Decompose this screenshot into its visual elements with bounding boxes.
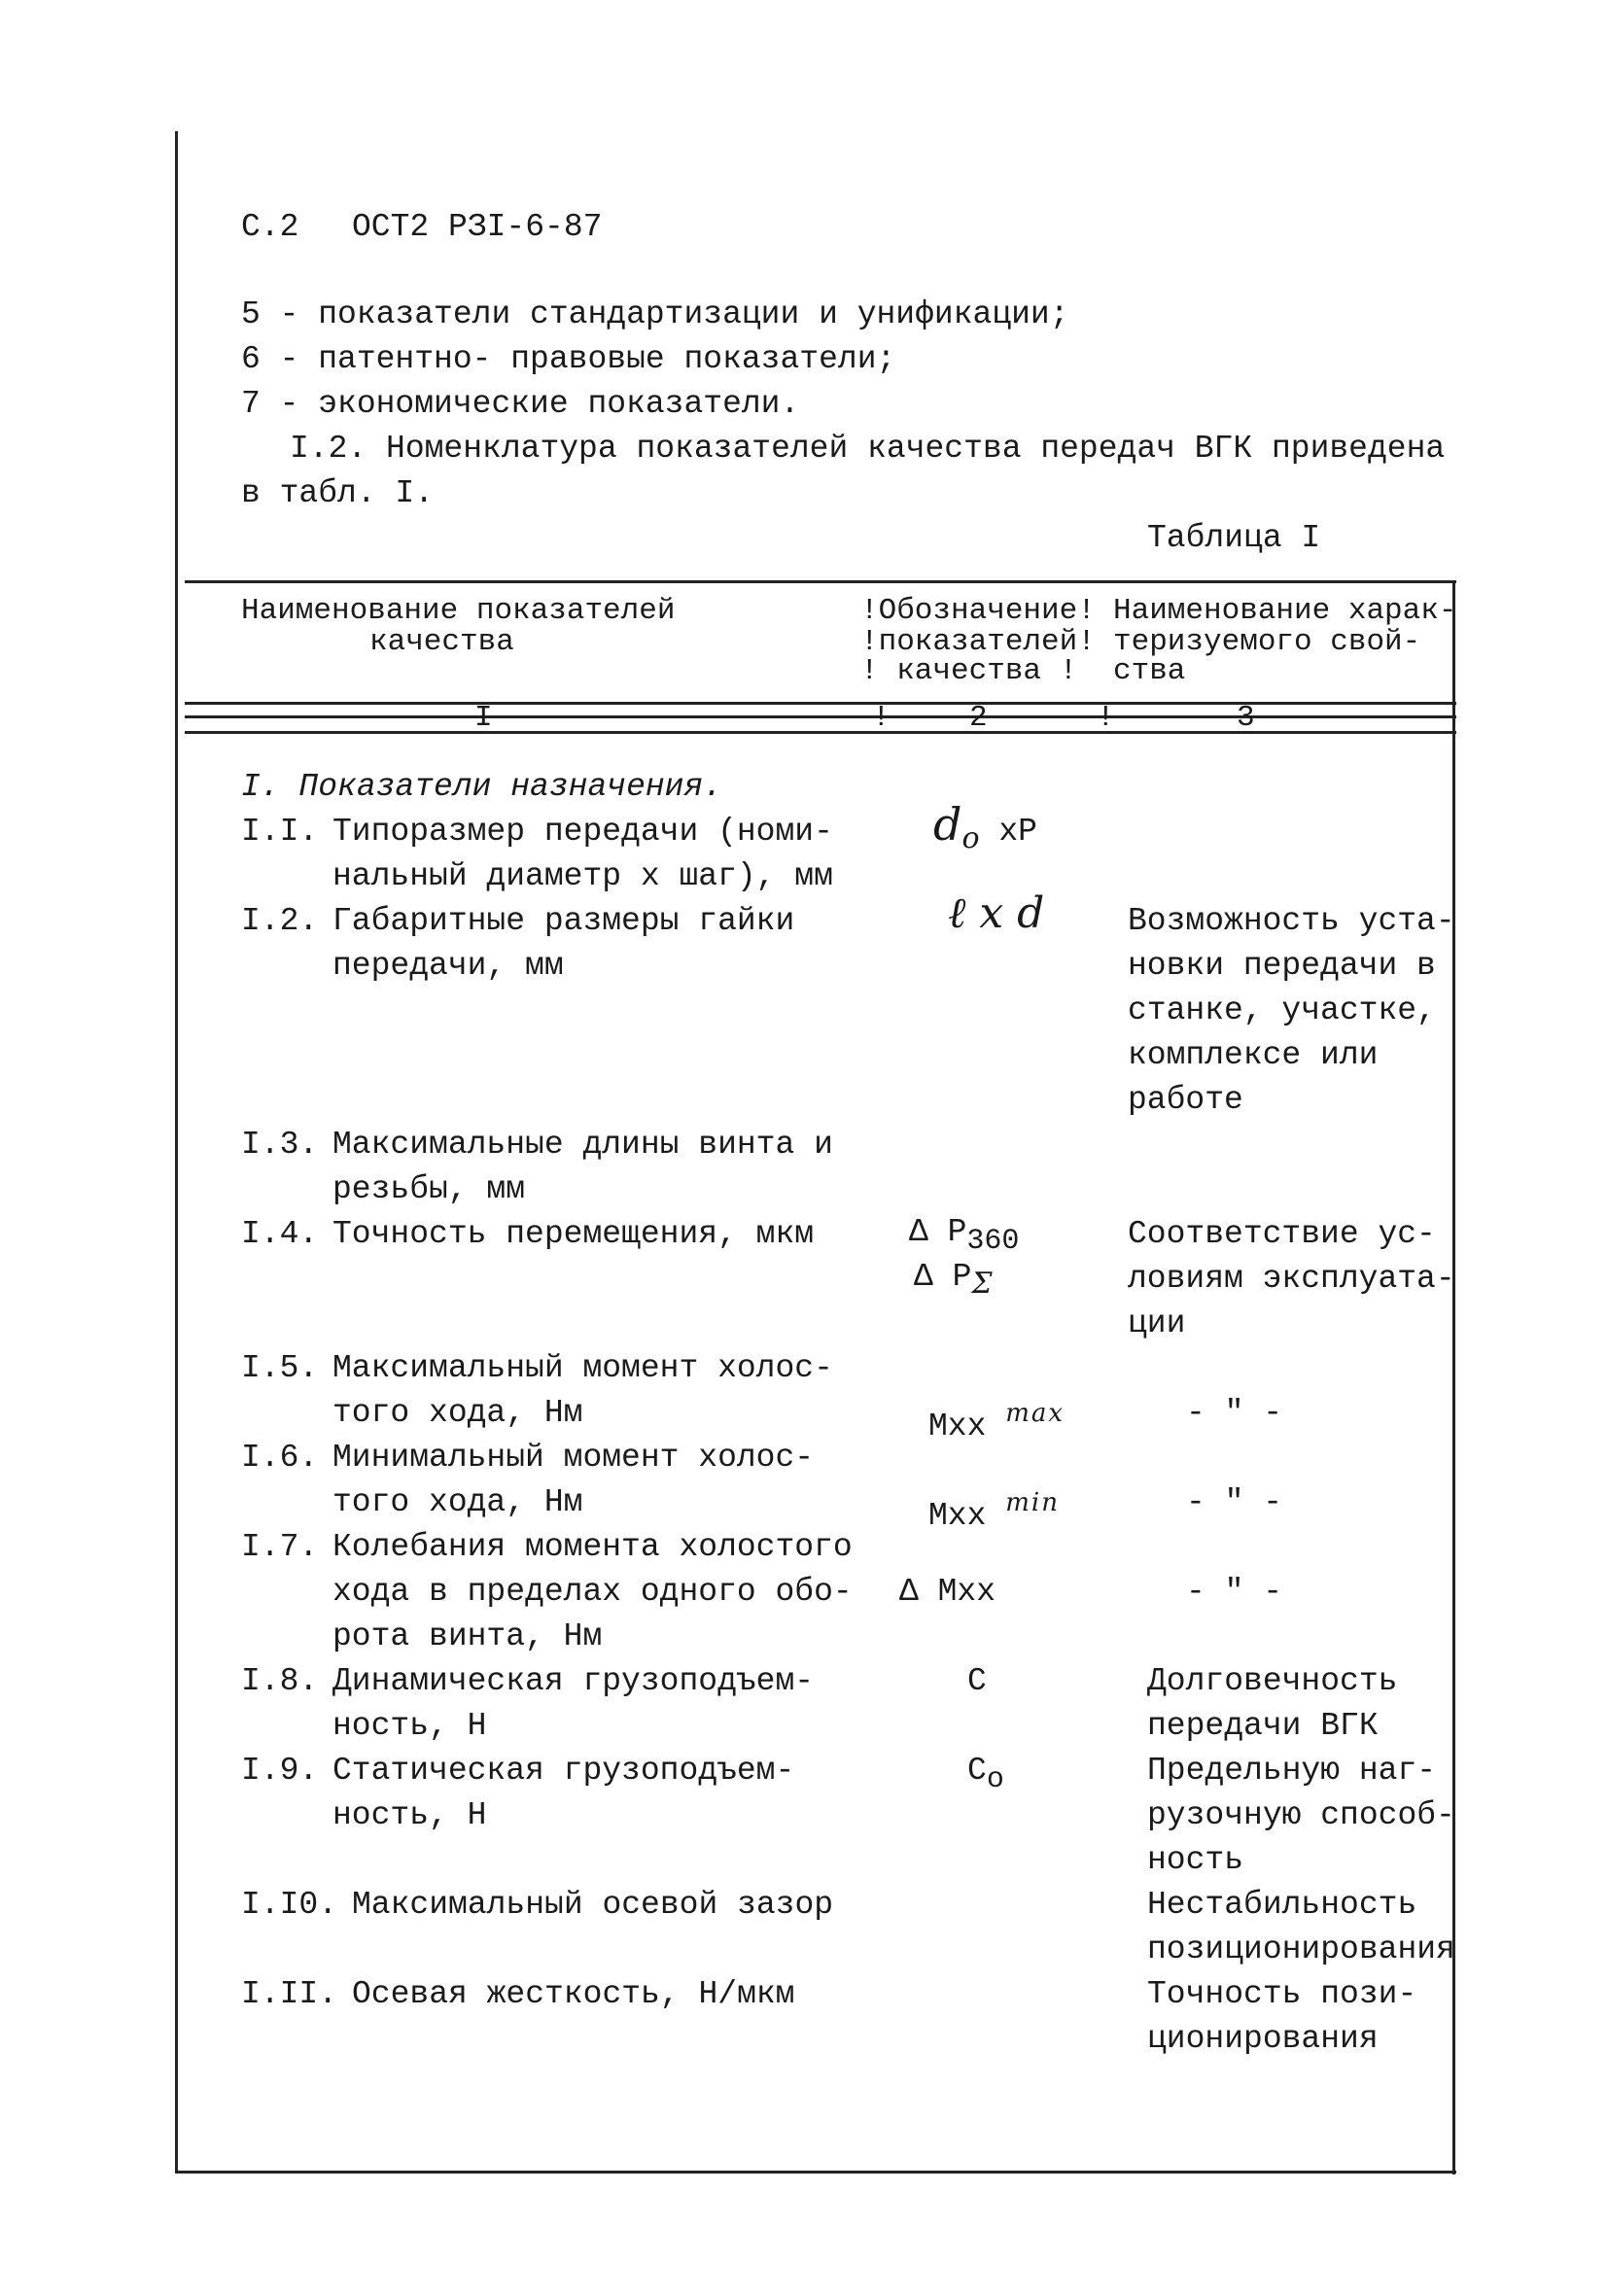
row-name: передачи, мм xyxy=(332,948,564,984)
page-frame-bottom xyxy=(175,2171,1456,2174)
list-item: 7 - экономические показатели. xyxy=(241,386,800,422)
table-numbers-rule xyxy=(185,731,1456,734)
row-property: - " - xyxy=(1186,1574,1283,1610)
standard-code: ОСТ2 РЗI-6-87 xyxy=(352,209,603,245)
paragraph-line: в табл. I. xyxy=(241,475,435,511)
list-item: 6 - патентно- правовые показатели; xyxy=(241,341,896,377)
symbol-delta-p: Δ Р xyxy=(914,1259,972,1295)
row-property: - " - xyxy=(1186,1395,1283,1431)
col-number-3: 3 xyxy=(1237,701,1255,735)
row-property: ловиям эксплуата- xyxy=(1128,1261,1455,1297)
symbol-sub: о xyxy=(986,1763,1004,1796)
col-separator: ! xyxy=(1097,701,1115,735)
list-item: 5 - показатели стандартизации и унификации; xyxy=(241,296,1069,332)
paragraph-line: I.2. Номенклатура показателей качества передач ВГК приведена xyxy=(290,431,1446,467)
row-property: Долговечность xyxy=(1147,1663,1398,1699)
row-property: Нестабильность xyxy=(1147,1887,1417,1923)
symbol-d: d xyxy=(933,798,962,851)
page-number: С.2 xyxy=(241,209,299,245)
symbol-mxx: Мхх xyxy=(928,1498,987,1534)
symbol-sub: Σ xyxy=(971,1267,993,1301)
row-name: Максимальный осевой зазор xyxy=(352,1887,834,1923)
row-property: ции xyxy=(1128,1305,1186,1341)
row-name: Колебания момента холостого xyxy=(332,1529,853,1565)
table-header-rule xyxy=(185,702,1456,705)
row-name: Минимальный момент холос- xyxy=(332,1440,815,1476)
col-number-1: I xyxy=(474,701,493,735)
row-name: резьбы, мм xyxy=(332,1171,526,1207)
row-property: станке, участке, xyxy=(1128,992,1436,1028)
row-symbol xyxy=(914,1256,993,1305)
row-name: Статическая грузоподъем- xyxy=(332,1753,795,1789)
row-name: нальный диаметр х шаг), мм xyxy=(332,858,833,894)
row-name: Типоразмер передачи (номи- xyxy=(332,814,833,850)
row-symbol xyxy=(967,1750,1004,1801)
row-name: хода в пределах одного обо- xyxy=(332,1574,853,1610)
row-symbol: Δ Мхх xyxy=(899,1574,996,1610)
row-property: работе xyxy=(1128,1082,1243,1118)
row-number: I.II. xyxy=(241,1976,338,2012)
row-property: Соответствие ус- xyxy=(1128,1216,1436,1252)
symbol-delta-p: Δ Р xyxy=(909,1214,967,1250)
row-number: I.8. xyxy=(241,1663,319,1699)
header-col3-line: Наименование харак- xyxy=(1113,594,1457,628)
col-number-2: 2 xyxy=(969,701,988,735)
row-number: I.5. xyxy=(241,1350,319,1386)
row-name: Динамическая грузоподъем- xyxy=(332,1663,815,1699)
row-number: I.9. xyxy=(241,1753,319,1789)
row-number: I.I. xyxy=(241,814,319,850)
header-col2-line: !показателей! xyxy=(860,625,1096,659)
header-col2-line: !Обозначение! xyxy=(860,594,1096,628)
row-symbol xyxy=(933,798,1037,860)
section-title: I. Показатели назначения. xyxy=(241,769,723,805)
table-caption: Таблица I xyxy=(1147,520,1321,556)
row-name: того хода, Нм xyxy=(332,1484,583,1520)
symbol-mxx: Мхх xyxy=(928,1409,987,1444)
row-name: того хода, Нм xyxy=(332,1395,583,1431)
symbol-sup: min xyxy=(1005,1488,1060,1517)
row-symbol: С xyxy=(967,1663,987,1699)
row-property: ционирования xyxy=(1147,2021,1379,2057)
header-col3-line: ства xyxy=(1113,654,1186,688)
table-top-rule xyxy=(185,580,1456,583)
row-name: Габаритные размеры гайки xyxy=(332,903,795,939)
row-name: Максимальный момент холос- xyxy=(332,1350,833,1386)
page-frame-left xyxy=(175,131,178,2173)
row-property: новки передачи в xyxy=(1128,948,1436,984)
header-col2-line: ! качества ! xyxy=(860,654,1078,688)
symbol-sub: 360 xyxy=(966,1225,1020,1258)
symbol-c: С xyxy=(967,1753,987,1789)
row-name: ность, Н xyxy=(332,1797,487,1833)
col-separator: ! xyxy=(872,701,891,735)
row-name: Точность перемещения, мкм xyxy=(332,1216,815,1252)
row-property: позиционирования xyxy=(1147,1931,1455,1967)
row-symbol xyxy=(928,1481,1060,1538)
row-name: Осевая жесткость, Н/мкм xyxy=(352,1976,795,2012)
row-number: I.2. xyxy=(241,903,319,939)
row-number: I.7. xyxy=(241,1529,319,1565)
symbol-sup: max xyxy=(1005,1399,1066,1428)
row-number: I.3. xyxy=(241,1127,319,1163)
row-property: - " - xyxy=(1186,1484,1283,1520)
row-name: Максимальные длины винта и xyxy=(332,1127,833,1163)
table-header-rule-2 xyxy=(185,715,1456,718)
row-property: рузочную способ- xyxy=(1147,1797,1455,1833)
row-property: Возможность уста- xyxy=(1128,903,1455,939)
row-name: рота винта, Нм xyxy=(332,1618,603,1654)
row-symbol xyxy=(928,1392,1065,1448)
row-symbol: ℓ х d xyxy=(948,888,1045,938)
row-number: I.6. xyxy=(241,1440,319,1476)
row-number: I.4. xyxy=(241,1216,319,1252)
row-property: Предельную наг- xyxy=(1147,1753,1437,1789)
row-property: комплексе или xyxy=(1128,1037,1379,1073)
header-col3-line: теризуемого свой- xyxy=(1113,625,1421,659)
row-number: I.I0. xyxy=(241,1887,338,1923)
symbol-sub: o xyxy=(961,821,980,855)
row-property: Точность пози- xyxy=(1147,1976,1417,2012)
header-col1-line: Наименование показателей xyxy=(241,594,676,628)
row-name: ность, Н xyxy=(332,1708,487,1744)
symbol-tail: хР xyxy=(998,814,1037,850)
row-property: передачи ВГК xyxy=(1147,1708,1379,1744)
row-property: ность xyxy=(1147,1842,1244,1878)
header-col1-line: качества xyxy=(369,625,514,659)
